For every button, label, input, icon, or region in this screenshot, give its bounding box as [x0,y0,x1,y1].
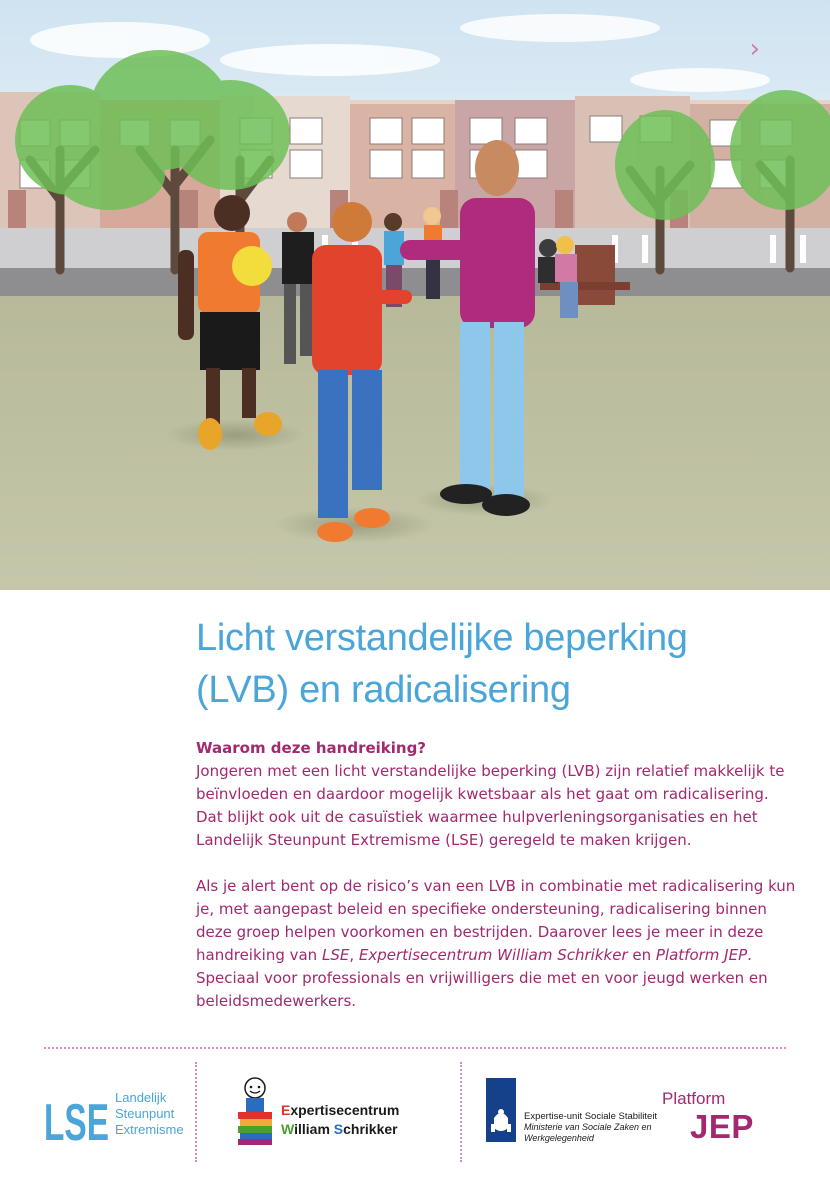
ews-line-2-illiam: illiam [294,1121,334,1137]
rijksoverheid-text [524,1111,657,1144]
ews-logo-figure [236,1076,274,1146]
page-title [196,612,796,716]
ews-line-1 [281,1101,399,1120]
dotted-divider [44,1047,786,1049]
logo-divider-1 [195,1062,197,1162]
ews-initial-w: W [281,1121,295,1137]
ews-line-2-rest: chrikker [343,1121,398,1137]
title-line-1: Licht verstandelijke beperking [196,617,688,659]
intro-heading: Waarom deze handreiking? [196,739,427,757]
ews-line-2 [281,1120,399,1139]
rijksoverheid-emblem [486,1078,516,1142]
title-line-2: (LVB) en radicalisering [196,669,571,711]
separator-2: en [627,946,656,964]
paragraph-2-part-1: Als je alert bent op de risico’s van een LVB in combinatie met radicalisering kun je, met aangepast beleid en specifieke ondersteuning, radicalisering binnen deze groep helpen voorkomen en bestrijden. Daarover lees je meer in deze handreiking van [196,877,796,964]
org-jep: Platform JEP [655,946,748,964]
lse-logo-text [115,1090,184,1138]
ews-logo-text [281,1101,399,1139]
ews-initial-e: E [281,1102,291,1118]
lse-mark-text: LSE [44,1096,109,1142]
org-ews: Expertisecentrum William Schrikker [358,946,628,964]
intro-section [196,737,796,1013]
rijk-line-3: Werkgelegenheid [524,1133,594,1143]
chevron-right-icon[interactable]: › [749,34,760,64]
ews-line-1-rest: xpertisecentrum [290,1102,400,1118]
separator-1: , [349,946,359,964]
paragraph-2-part-2: . Speciaal voor professionals en vrijwilligers die met en voor jeugd werken en beleidsmedewerkers. [196,946,768,1010]
lse-line-3: Extremisme [115,1122,184,1137]
rijk-line-1: Expertise-unit Sociale Stabiliteit [524,1111,658,1122]
lse-line-1: Landelijk [115,1090,167,1105]
rijk-line-2: Ministerie van Sociale Zaken en [524,1122,652,1132]
org-lse: LSE [321,946,350,964]
grass-field [0,296,830,590]
intro-paragraph-2 [196,875,796,1013]
lse-logo-mark [44,1096,109,1142]
lse-line-2: Steunpunt [115,1106,175,1121]
intro-paragraph-1: Jongeren met een licht verstandelijke beperking (LVB) zijn relatief makkelijk te beïnvloeden en daardoor mogelijk kwetsbaar als het gaat om radicalisering. Dat blijkt ook uit de casuïstiek waarmee hulpverleningsorganisaties en het Landelijk Steunpunt Extremisme (LSE) geregeld te maken krijgen. [196,762,785,849]
jep-platform-word: Platform [662,1089,726,1108]
jep-logo-word: JEP [690,1108,754,1145]
ews-initial-s: S [333,1121,344,1137]
logo-divider-2 [460,1062,462,1162]
